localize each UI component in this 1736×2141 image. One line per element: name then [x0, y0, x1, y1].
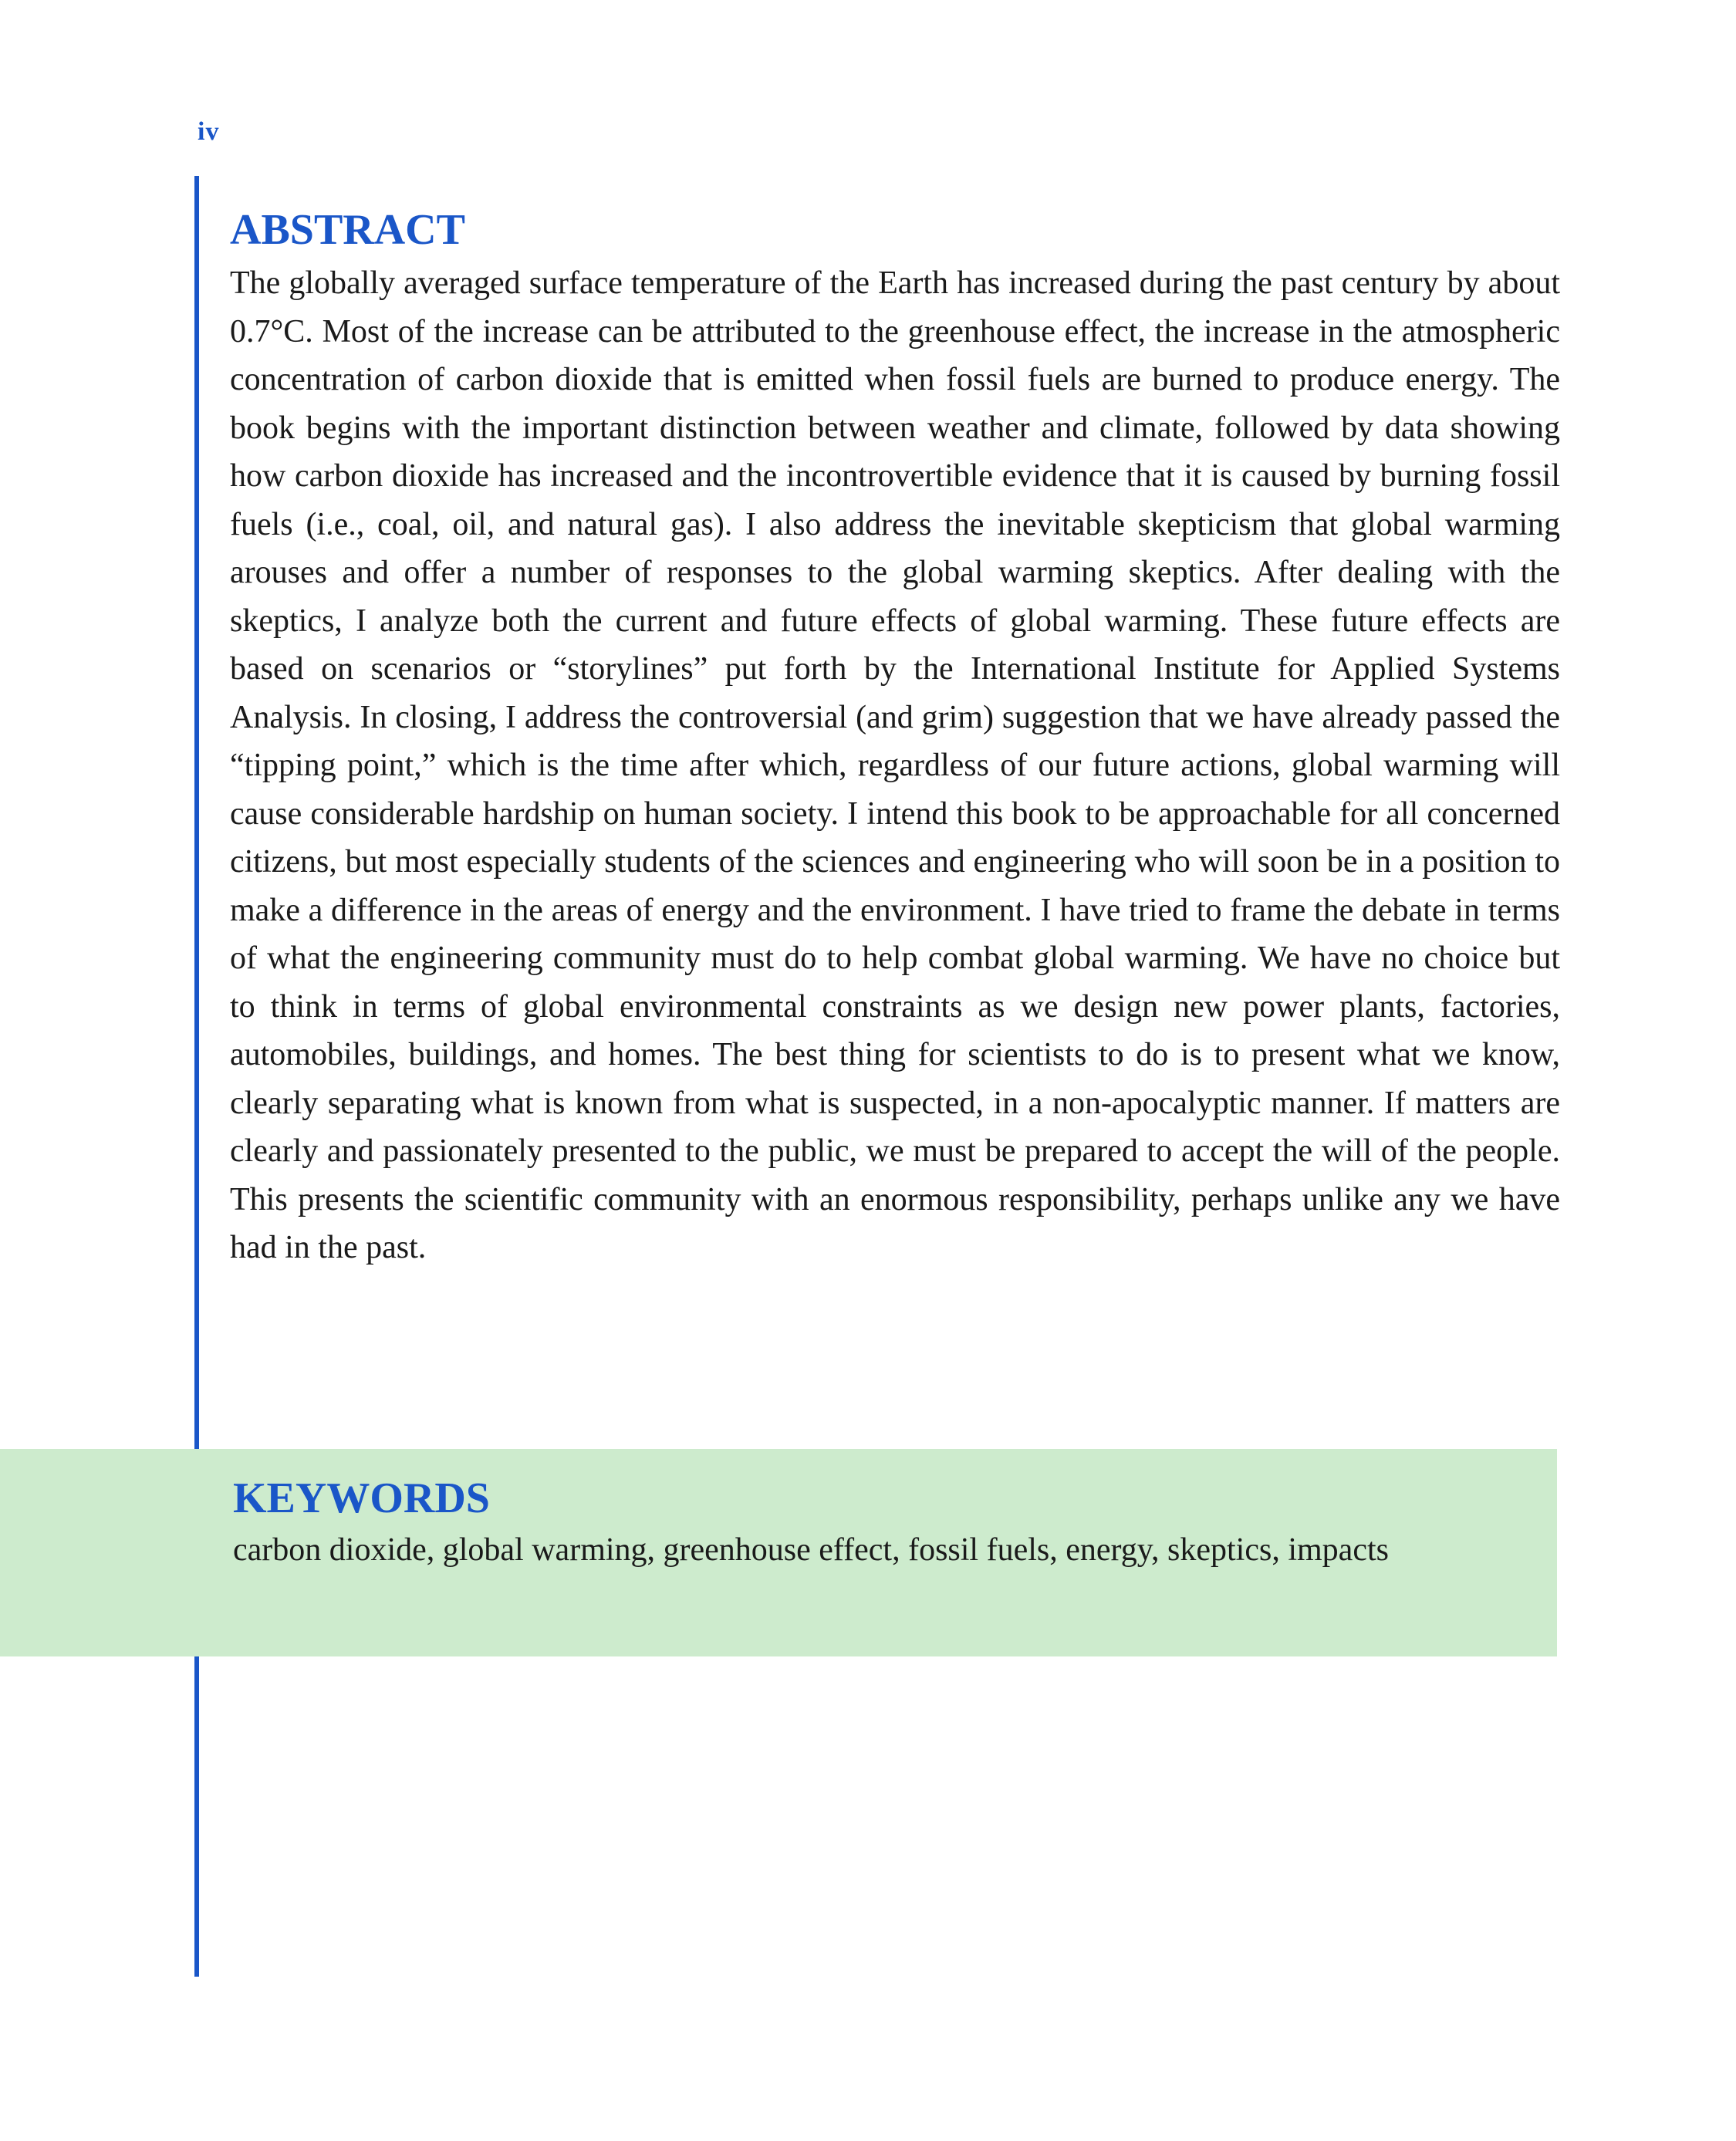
- abstract-body: The globally averaged surface temperature of the Earth has increased during the past century by about 0.7°C. Most of the increase can be attributed to the greenhouse effect, the increase in the atmospheric concentration of carbon dioxide that is emitted when fossil fuels are burned to produce energy. The book begins with the important distinction between weather and climate, followed by data showing how carbon dioxide has increased and the incontrovertible evidence that it is caused by burning fossil fuels (i.e., coal, oil, and natural gas). I also address the inevitable skepticism that global warming arouses and offer a number of responses to the global warming skeptics. After dealing with the skeptics, I analyze both the current and future effects of global warming. These future effects are based on scenarios or “storylines” put forth by the International Institute for Applied Systems Analysis. In closing, I address the controversial (and grim) suggestion that we have already passed the “tipping point,” which is the time after which, regardless of our future actions, global warming will cause considerable hardship on human society. I intend this book to be approachable for all concerned citizens, but most especially students of the sciences and engineering who will soon be in a position to make a difference in the areas of energy and the environment. I have tried to frame the debate in terms of what the engineering community must do to help combat global warming. We have no choice but to think in terms of global environmental constraints as we design new power plants, factories, automobiles, buildings, and homes. The best thing for scientists to do is to present what we know, clearly separating what is known from what is suspected, in a non-apocalyptic manner. If matters are clearly and passionately presented to the public, we must be prepared to accept the will of the people. This presents the scientific community with an enormous responsibility, perhaps unlike any we have had in the past.: [230, 265, 1560, 1265]
- keywords-section: [0, 1449, 1557, 1656]
- keywords-list: carbon dioxide, global warming, greenhouse effect, fossil fuels, energy, skeptics, impacts: [233, 1532, 1389, 1568]
- keywords-heading: KEYWORDS: [233, 1474, 490, 1522]
- abstract-heading: ABSTRACT: [230, 206, 465, 254]
- left-margin-rule-upper: [194, 176, 199, 1449]
- page-number: iv: [198, 117, 220, 146]
- left-margin-rule-lower: [194, 1656, 199, 1977]
- keywords-content: [233, 1471, 1545, 1574]
- abstract-section: [230, 202, 1560, 1272]
